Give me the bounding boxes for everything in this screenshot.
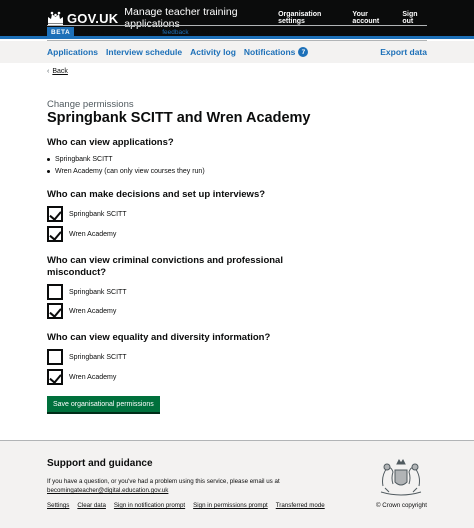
- checkbox-label[interactable]: Springbank SCITT: [69, 210, 127, 218]
- list-item-label: Springbank SCITT: [55, 156, 113, 163]
- govuk-logo[interactable]: [47, 11, 118, 26]
- view-applications-heading: Who can view applications?: [47, 137, 174, 148]
- nav-notifications-label: Notifications: [243, 47, 296, 57]
- list-item: [47, 156, 113, 163]
- equality-heading: Who can view equality and diversity information?: [47, 332, 271, 343]
- convictions-wren-checkbox[interactable]: [47, 303, 63, 319]
- nav-export-data[interactable]: Export data: [380, 47, 427, 57]
- crown-copyright[interactable]: © Crown copyright: [376, 502, 427, 509]
- save-organisational-permissions-button[interactable]: Save organisational permissions: [47, 396, 160, 412]
- nav-applications[interactable]: Applications: [47, 47, 99, 57]
- header-nav: [278, 11, 427, 25]
- footer-links: [47, 502, 325, 509]
- nav-activity-log[interactable]: Activity log: [190, 47, 236, 57]
- checkbox-item[interactable]: [47, 284, 127, 300]
- checkbox-label[interactable]: Wren Academy: [69, 230, 117, 238]
- checkbox-item[interactable]: [47, 206, 127, 222]
- equality-wren-checkbox[interactable]: [47, 369, 63, 385]
- checkbox-item[interactable]: [47, 369, 116, 385]
- primary-navigation: [0, 41, 474, 63]
- decisions-wren-checkbox[interactable]: [47, 226, 63, 242]
- footer-support-text: If you have a question, or you've had a problem using this service, please email us at becomingateacher@digital.education.gov.uk: [47, 478, 280, 494]
- nav-sign-out[interactable]: Sign out: [402, 11, 418, 25]
- bullet-icon: [47, 170, 50, 173]
- phase-text: This is a new service – your feedback will help us to improve it.: [80, 29, 262, 36]
- back-link[interactable]: [47, 68, 68, 75]
- support-email-link[interactable]: becomingateacher@digital.education.gov.uk: [47, 487, 169, 494]
- bullet-icon: [47, 158, 50, 161]
- phase-banner: [47, 25, 427, 41]
- footer-link-transferred-mode[interactable]: Transferred mode: [275, 502, 325, 509]
- chevron-left-icon: ‹: [47, 68, 50, 75]
- checkbox-item[interactable]: [47, 349, 127, 365]
- checkbox-item[interactable]: [47, 226, 116, 242]
- footer: [0, 440, 474, 528]
- list-item-label: Wren Academy (can only view courses they run): [55, 168, 205, 175]
- royal-coat-of-arms-icon: [375, 456, 427, 500]
- crown-icon: [47, 11, 64, 25]
- nav-interview-schedule[interactable]: Interview schedule: [106, 47, 183, 57]
- decisions-heading: Who can make decisions and set up interviews?: [47, 189, 266, 200]
- checkbox-label[interactable]: Wren Academy: [69, 373, 117, 381]
- notification-count-badge: 7: [298, 47, 308, 57]
- checkbox-item[interactable]: [47, 303, 116, 319]
- footer-link-notification-prompt[interactable]: Sign in notification prompt: [113, 502, 186, 509]
- nav-notifications[interactable]: [244, 47, 308, 57]
- checkbox-label[interactable]: Springbank SCITT: [69, 353, 127, 361]
- convictions-heading: Who can view criminal convictions and professional misconduct?: [47, 255, 283, 278]
- footer-link-permissions-prompt[interactable]: Sign in permissions prompt: [193, 502, 268, 509]
- footer-link-settings[interactable]: Settings: [47, 502, 70, 509]
- nav-organisation-settings[interactable]: Organisation settings: [278, 11, 322, 25]
- footer-heading: Support and guidance: [47, 458, 153, 469]
- list-item: [47, 168, 205, 175]
- footer-link-clear-data[interactable]: Clear data: [77, 502, 106, 509]
- decisions-springbank-checkbox[interactable]: [47, 206, 63, 222]
- feedback-link[interactable]: feedback: [162, 29, 189, 36]
- page-caption: Change permissions: [47, 99, 134, 110]
- nav-your-account[interactable]: Your account: [352, 11, 380, 25]
- logo-text: GOV.UK: [67, 10, 119, 26]
- convictions-springbank-checkbox[interactable]: [47, 284, 63, 300]
- checkbox-label[interactable]: Wren Academy: [69, 307, 117, 315]
- service-name[interactable]: Manage teacher training applications: [124, 6, 238, 30]
- beta-tag: BETA: [47, 27, 74, 38]
- page-title: Springbank SCITT and Wren Academy: [47, 110, 311, 126]
- back-label: Back: [52, 68, 68, 75]
- equality-springbank-checkbox[interactable]: [47, 349, 63, 365]
- checkbox-label[interactable]: Springbank SCITT: [69, 288, 127, 296]
